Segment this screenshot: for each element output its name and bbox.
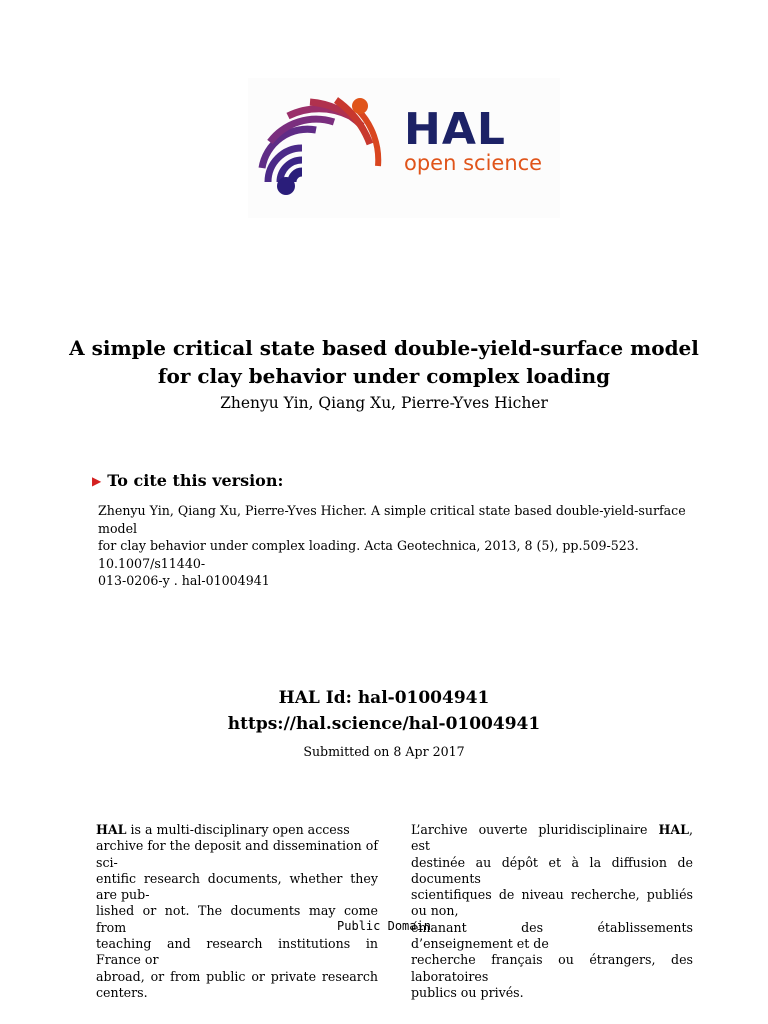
submission-date: Submitted on 8 Apr 2017 — [303, 744, 465, 759]
hal-logo-name: HAL — [404, 104, 506, 155]
citation-text — [98, 502, 727, 590]
disclaimer-line: publics ou privés. — [411, 984, 524, 1000]
hal-bold: HAL — [658, 822, 689, 837]
disclaimer-line: recherche français ou étrangers, des laboratoires — [411, 952, 693, 984]
disclaimer-line: lished or not. The documents may come from — [96, 903, 378, 935]
hal-logo-mark-icon — [258, 86, 382, 210]
hal-id: HAL Id: hal-01004941 — [278, 688, 490, 708]
disclaimer-line: archive for the deposit and dissemination of sci- — [96, 838, 378, 870]
triangle-bullet-icon: ▶ — [92, 474, 102, 488]
disclaimer-line: destinée au dépôt et à la diffusion de documents — [411, 854, 693, 886]
citation-line: Zhenyu Yin, Qiang Xu, Pierre-Yves Hicher. A simple critical state based double-yield-surface model — [98, 503, 686, 536]
citation-line: for clay behavior under complex loading. Acta Geotechnica, 2013, 8 (5), pp.509-523. 10.1007/s11440- — [98, 538, 639, 571]
hal-logo-tagline: open science — [404, 151, 543, 175]
disclaimer-line: entific research documents, whether they are pub- — [96, 870, 378, 903]
paper-title — [60, 334, 708, 390]
disclaimer-line: scientifiques de niveau recherche, publiés ou non, — [411, 887, 693, 919]
license-label: Public Domain — [337, 919, 431, 933]
disclaimer-line: HAL is a multi-disciplinary open access — [96, 822, 350, 837]
paper-title-line: A simple critical state based double-yield-surface model — [69, 336, 699, 360]
disclaimer-line: teaching and research institutions in France or — [96, 936, 378, 968]
hal-logo — [248, 78, 560, 218]
cite-heading-label: To cite this version: — [107, 471, 284, 490]
paper-title-line: for clay behavior under complex loading — [157, 364, 611, 388]
disclaimer-line: abroad, or from public or private research centers. — [96, 968, 378, 1000]
hal-bold: HAL — [96, 822, 127, 837]
french-disclaimer — [411, 822, 693, 1001]
hal-url-link[interactable]: https://hal.science/hal-01004941 — [227, 714, 541, 734]
cite-heading — [92, 470, 283, 492]
citation-line: 013-0206-y . hal-01004941 — [98, 573, 270, 588]
disclaimer-line: L’archive ouverte pluridisciplinaire HAL, est — [411, 822, 693, 854]
paper-authors: Zhenyu Yin, Qiang Xu, Pierre-Yves Hicher — [220, 394, 548, 412]
english-disclaimer — [96, 822, 378, 1001]
disclaimer-line: émanant des établissements d’enseignement et de — [411, 919, 693, 952]
